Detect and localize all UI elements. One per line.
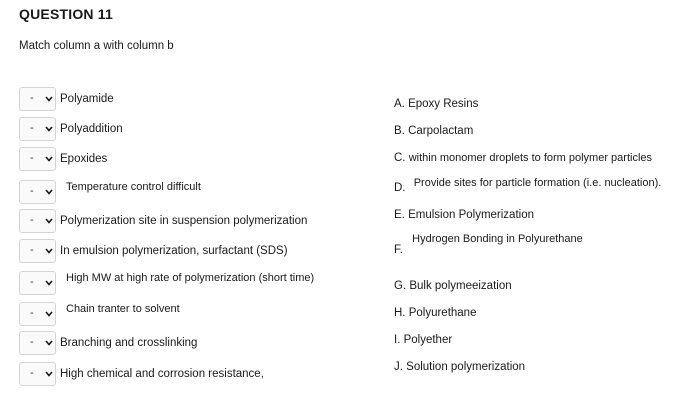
prompt-label: Chain tranter to solvent: [66, 303, 180, 315]
match-row: [19, 330, 197, 356]
prompt-label: Polyamide: [60, 93, 114, 105]
chevron-down-icon: [45, 156, 53, 162]
chevron-down-icon: [45, 371, 53, 377]
answer-option: [394, 233, 583, 256]
chevron-down-icon: [45, 96, 53, 102]
answer-option: [394, 152, 652, 164]
match-select[interactable]: [19, 180, 56, 204]
match-select[interactable]: [19, 209, 56, 233]
select-value: -: [30, 92, 34, 104]
match-row: [19, 301, 180, 327]
match-row: [19, 179, 201, 205]
match-select[interactable]: [19, 271, 56, 295]
answer-option: [394, 361, 525, 373]
answer-option: [394, 177, 662, 194]
answer-option: [394, 125, 473, 137]
answer-text: Hydrogen Bonding in Polyurethane: [412, 233, 583, 245]
match-row: [19, 146, 107, 172]
answer-letter: F.: [394, 244, 403, 256]
answer-option: [394, 209, 534, 221]
select-value: -: [30, 185, 34, 197]
answer-option: [394, 334, 452, 346]
answer-letter: H.: [394, 307, 406, 319]
chevron-down-icon: [45, 311, 53, 317]
select-value: -: [30, 307, 34, 319]
select-value: -: [30, 276, 34, 288]
chevron-down-icon: [45, 248, 53, 254]
prompt-label: Polymerization site in suspension polymerization: [60, 215, 308, 227]
answer-letter: I.: [394, 334, 401, 346]
answer-text: Bulk polymeeization: [409, 280, 512, 292]
answer-letter: D.: [394, 182, 406, 194]
chevron-down-icon: [45, 126, 53, 132]
chevron-down-icon: [45, 189, 53, 195]
answer-letter: G.: [394, 280, 407, 292]
match-select[interactable]: [19, 87, 56, 111]
chevron-down-icon: [45, 340, 53, 346]
answer-text: Polyurethane: [408, 307, 477, 319]
match-select[interactable]: [19, 302, 56, 326]
match-select[interactable]: [19, 362, 56, 386]
prompt-label: High MW at high rate of polymerization (short time): [66, 272, 315, 284]
answer-text: Provide sites for particle formation (i.e. nucleation).: [413, 177, 662, 189]
answer-letter: A.: [394, 98, 405, 110]
answer-text: Carpolactam: [408, 125, 474, 137]
answer-text: Emulsion Polymerization: [408, 209, 534, 221]
answer-text: within monomer droplets to form polymer particles: [408, 152, 653, 164]
match-select[interactable]: [19, 331, 56, 355]
prompt-label: Polyaddition: [60, 123, 123, 135]
match-select[interactable]: [19, 239, 56, 263]
select-value: -: [30, 152, 34, 164]
instruction-text: Match column a with column b: [19, 40, 174, 52]
answer-letter: E.: [394, 209, 405, 221]
match-row: [19, 116, 123, 142]
match-row: [19, 361, 264, 387]
answer-option: [394, 307, 476, 319]
prompt-label: Branching and crosslinking: [60, 337, 198, 349]
match-row: [19, 270, 314, 296]
answer-option: [394, 98, 478, 110]
match-row: [19, 208, 307, 234]
answer-text: Solution polymerization: [406, 361, 526, 373]
answer-text: Polyether: [403, 334, 453, 346]
prompt-label: Temperature control difficult: [66, 181, 201, 193]
chevron-down-icon: [45, 218, 53, 224]
select-value: -: [30, 367, 34, 379]
question-title: QUESTION 11: [19, 6, 114, 22]
select-value: -: [30, 122, 34, 134]
select-value: -: [30, 244, 34, 256]
prompt-label: Epoxides: [60, 153, 108, 165]
match-select[interactable]: [19, 147, 56, 171]
chevron-down-icon: [45, 280, 53, 286]
match-select[interactable]: [19, 117, 56, 141]
answer-option: [394, 280, 512, 292]
select-value: -: [30, 214, 34, 226]
answer-letter: B.: [394, 125, 405, 137]
select-value: -: [30, 336, 34, 348]
answer-letter: C.: [394, 152, 406, 164]
prompt-label: High chemical and corrosion resistance,: [60, 368, 264, 380]
match-row: [19, 238, 288, 264]
answer-letter: J.: [394, 361, 403, 373]
prompt-label: In emulsion polymerization, surfactant (SDS): [60, 245, 288, 257]
answer-text: Epoxy Resins: [408, 98, 479, 110]
match-row: [19, 86, 114, 112]
